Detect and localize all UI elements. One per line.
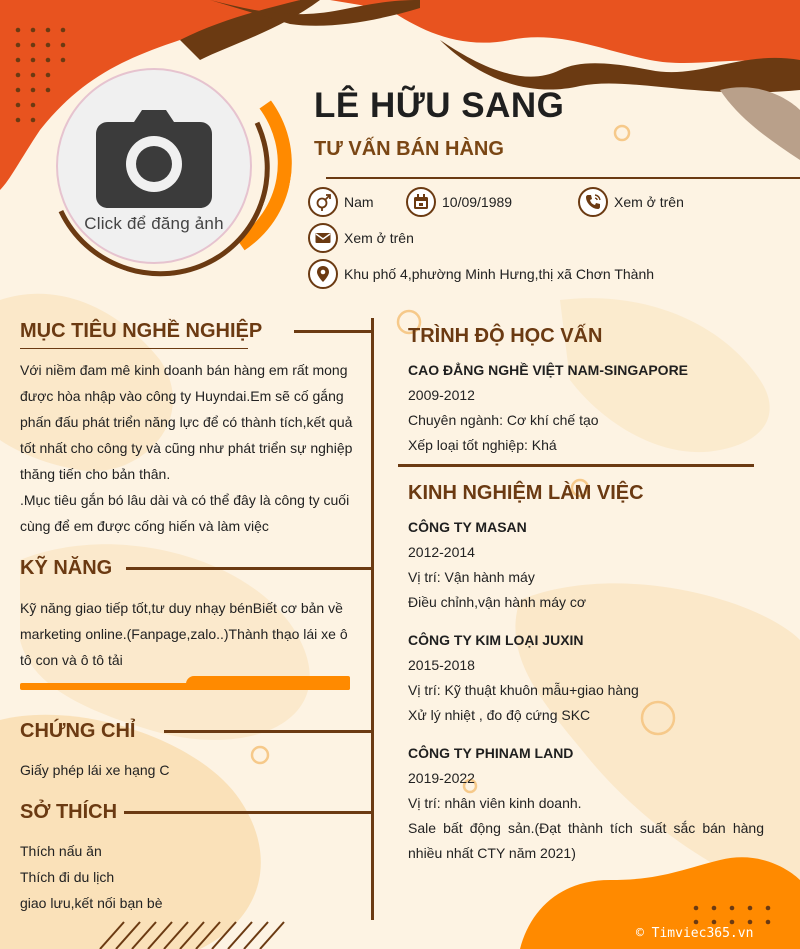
job-description: Xử lý nhiệt , đo độ cứng SKC: [408, 707, 591, 723]
company-name: CÔNG TY PHINAM LAND: [408, 745, 574, 761]
skills-line: marketing online.(Fanpage,zalo..)Thành thạo lái xe ô: [20, 626, 348, 642]
gender-value: Nam: [344, 194, 374, 210]
education-divider: [398, 464, 754, 467]
company-name: CÔNG TY MASAN: [408, 519, 527, 535]
job-period: 2019-2022: [408, 770, 475, 786]
objective-text: [20, 357, 360, 539]
skills-text: [20, 595, 360, 673]
certificate-item: Giấy phép lái xe hạng C: [20, 762, 170, 778]
phone-info: [578, 187, 684, 217]
footer-credit: © Timviec365.vn: [636, 926, 754, 941]
job-period: 2015-2018: [408, 657, 475, 673]
education-entry: [408, 358, 764, 458]
hobby-item: Thích nấu ăn: [20, 843, 102, 859]
skills-heading-rule: [126, 567, 372, 570]
avatar-upload[interactable]: [56, 68, 252, 264]
job-position: Vị trí: Kỹ thuật khuôn mẫu+giao hàng: [408, 682, 639, 698]
certificates-heading: CHỨNG CHỈ: [20, 720, 136, 742]
company-name: CÔNG TY KIM LOẠI JUXIN: [408, 632, 584, 648]
skills-heading: KỸ NĂNG: [20, 557, 113, 579]
education-major: Chuyên ngành: Cơ khí chế tạo: [408, 412, 599, 428]
candidate-name: LÊ HỮU SANG: [314, 86, 565, 125]
job-description: Điều chỉnh,vận hành máy cơ: [408, 594, 587, 610]
objective-line: Với niềm đam mê kinh doanh bán hàng em rất mong: [20, 362, 348, 378]
location-pin-icon: [308, 259, 338, 289]
school-name: CAO ĐẲNG NGHỀ VIỆT NAM-SINGAPORE: [408, 362, 689, 378]
education-period: 2009-2012: [408, 387, 475, 403]
education-grade: Xếp loại tốt nghiệp: Khá: [408, 437, 557, 453]
job-period: 2012-2014: [408, 544, 475, 560]
experience-heading: KINH NGHIỆM LÀM VIỆC: [408, 482, 644, 504]
objective-line: phấn đấu phát triển năng lực để có thành tích,kết quả: [20, 414, 353, 430]
education-heading: TRÌNH ĐỘ HỌC VẤN: [408, 325, 603, 347]
skill-level-fill: [186, 676, 350, 690]
experience-entry: [408, 741, 764, 866]
phone-icon: [578, 187, 608, 217]
camera-icon: [96, 108, 212, 208]
certificates-heading-rule: [164, 730, 372, 733]
objective-line: tốt nhất cho công ty và cũng như phát triển sự nghiệp: [20, 440, 353, 456]
calendar-icon: [406, 187, 436, 217]
objective-heading-rule: [294, 330, 372, 333]
envelope-icon: [308, 223, 338, 253]
email-value: Xem ở trên: [344, 230, 414, 246]
objective-line: .Mục tiêu gắn bó lâu dài và có thể đây là công ty cuối: [20, 492, 350, 508]
job-title: TƯ VẤN BÁN HÀNG: [314, 138, 504, 160]
job-description: Sale bất động sản.(Đạt thành tích suất sắc bán hàng nhiều nhất CTY năm 2021): [408, 820, 764, 861]
objective-line: cùng để em được cống hiến và làm việc: [20, 518, 269, 534]
hobbies-heading: SỞ THÍCH: [20, 801, 118, 823]
objective-heading: MỤC TIÊU NGHỀ NGHIỆP: [20, 320, 263, 342]
header-divider: [326, 177, 800, 179]
address-info: [308, 259, 654, 289]
address-value: Khu phố 4,phường Minh Hưng,thị xã Chơn Thành: [344, 266, 655, 282]
birthday-value: 10/09/1989: [442, 194, 513, 210]
experience-entry: [408, 628, 764, 728]
skills-line: Kỹ năng giao tiếp tốt,tư duy nhạy bénBiết cơ bản về: [20, 600, 343, 616]
birthday-info: [406, 187, 512, 217]
avatar-upload-label: Click để đăng ảnh: [84, 214, 224, 233]
hobbies-text: [20, 838, 360, 916]
objective-underline: [20, 348, 248, 349]
gender-icon: [308, 187, 338, 217]
email-info: [308, 223, 414, 253]
job-position: Vị trí: nhân viên kinh doanh.: [408, 795, 582, 811]
column-divider: [371, 318, 374, 920]
hobby-item: giao lưu,kết nối bạn bè: [20, 895, 163, 911]
objective-line: được hòa nhập vào công ty Huyndai.Em sẽ cố gắng: [20, 388, 344, 404]
certificates-text: [20, 757, 360, 783]
hobbies-heading-rule: [124, 811, 372, 814]
experience-entry: [408, 515, 764, 615]
job-position: Vị trí: Vận hành máy: [408, 569, 535, 585]
phone-value: Xem ở trên: [614, 194, 684, 210]
hobby-item: Thích đi du lịch: [20, 869, 115, 885]
gender-info: [308, 187, 374, 217]
objective-line: thăng tiến cho bản thân.: [20, 466, 171, 482]
skills-line: tô con và ô tô tải: [20, 652, 123, 668]
